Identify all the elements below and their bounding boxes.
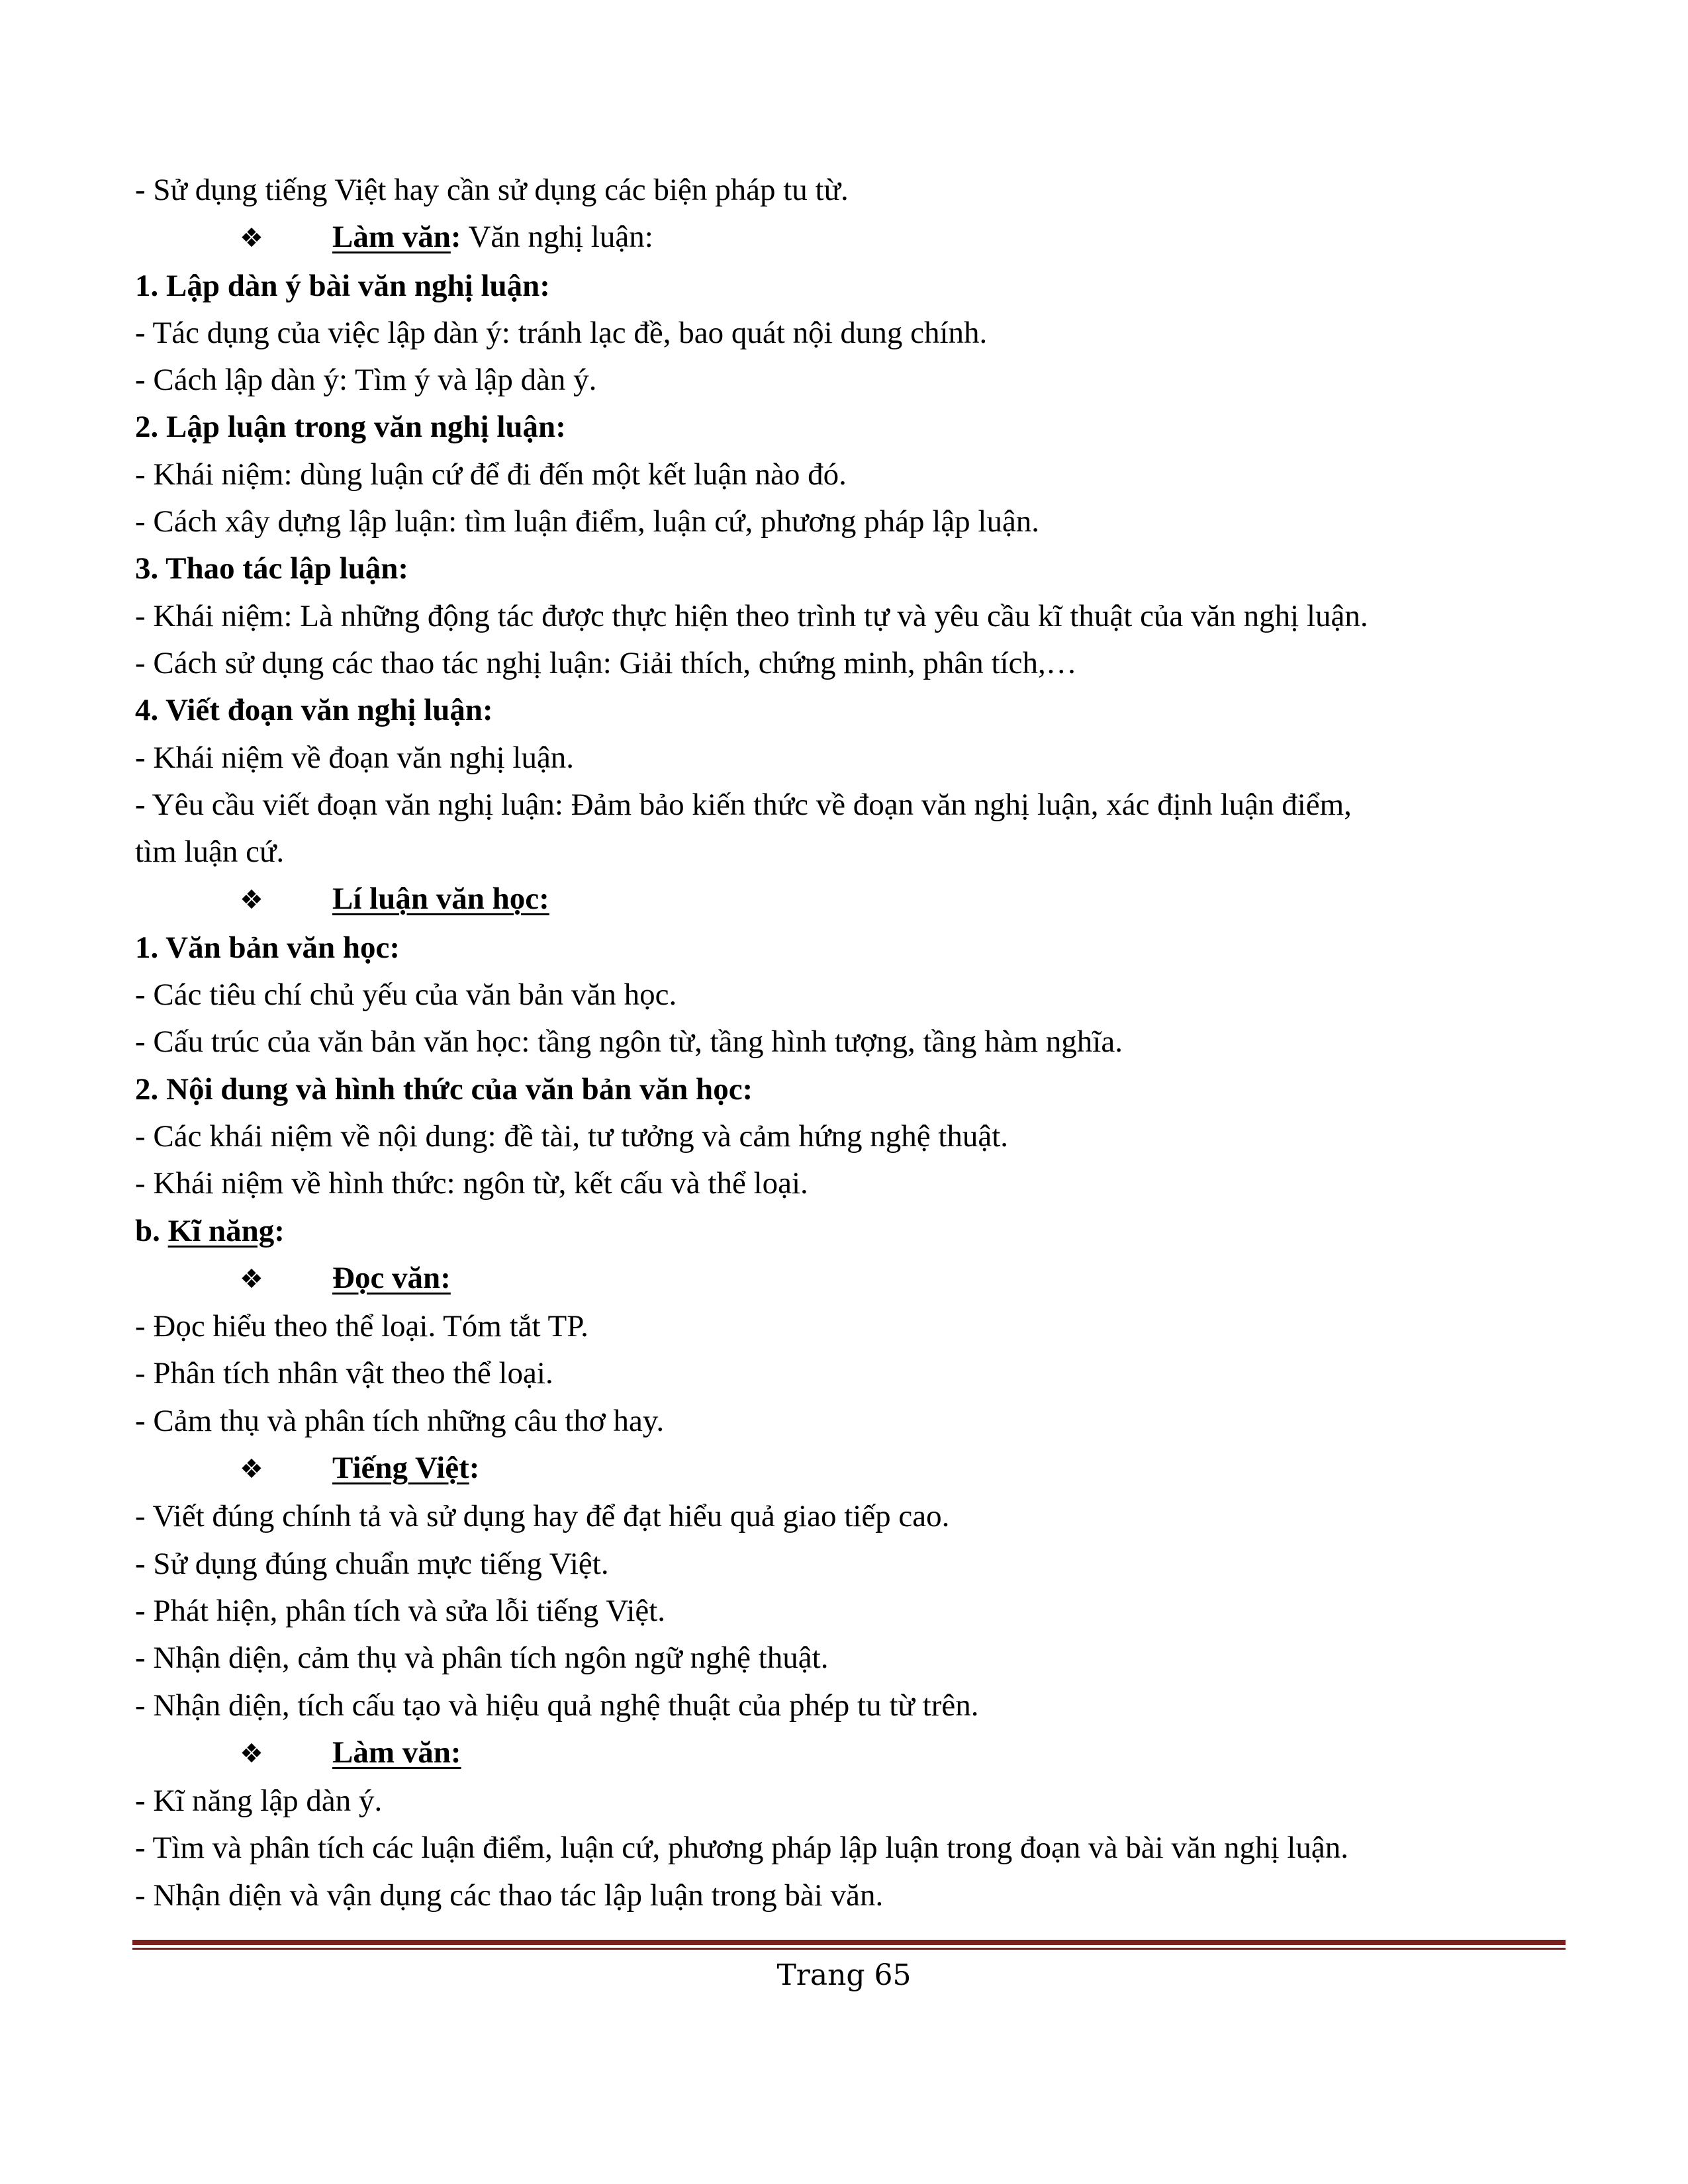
section-heading xyxy=(135,1445,1565,1493)
diamond-bullet-icon: ❖ xyxy=(240,223,263,254)
document-body xyxy=(135,167,1565,1919)
subheading: 2. Lập luận trong văn nghị luận: xyxy=(135,410,566,445)
part-label-colon: : xyxy=(274,1213,285,1248)
section-heading xyxy=(135,1729,1565,1778)
text-line: - Sử dụng đúng chuẩn mực tiếng Việt. xyxy=(135,1546,609,1581)
text-line: - Tìm và phân tích các luận điểm, luận cứ, phương pháp lập luận trong đoạn và bài văn nghị luận. xyxy=(135,1831,1349,1866)
subheading: 1. Lập dàn ý bài văn nghị luận: xyxy=(135,268,550,303)
text-line: - Khái niệm về đoạn văn nghị luận. xyxy=(135,740,575,775)
footer-rule-thin xyxy=(132,1948,1566,1950)
section-label: Tiếng Việt xyxy=(332,1451,469,1486)
section-label: Đọc văn: xyxy=(332,1260,451,1295)
text-line: - Cách xây dựng lập luận: tìm luận điểm, luận cứ, phương pháp lập luận. xyxy=(135,504,1040,539)
part-heading xyxy=(135,1208,1565,1255)
diamond-bullet-icon: ❖ xyxy=(240,885,263,916)
footer-rule-thick xyxy=(132,1940,1566,1945)
text-line: - Các khái niệm về nội dung: đề tài, tư tưởng và cảm hứng nghệ thuật. xyxy=(135,1118,1009,1154)
part-prefix: b. xyxy=(135,1213,168,1248)
subheading: 2. Nội dung và hình thức của văn bản văn học: xyxy=(135,1071,753,1107)
text-line: - Viết đúng chính tả và sử dụng hay để đạt hiểu quả giao tiếp cao. xyxy=(135,1499,950,1534)
text-line: - Sử dụng tiếng Việt hay cần sử dụng các biện pháp tu từ. xyxy=(135,173,849,207)
text-line: - Nhận diện và vận dụng các thao tác lập luận trong bài văn. xyxy=(135,1878,884,1913)
section-heading xyxy=(135,214,1565,262)
text-line: - Yêu cầu viết đoạn văn nghị luận: Đảm bảo kiến thức về đoạn văn nghị luận, xác định luận điểm, xyxy=(135,787,1352,822)
text-line: - Cách lập dàn ý: Tìm ý và lập dàn ý. xyxy=(135,363,597,398)
part-label: Kĩ năng xyxy=(167,1213,275,1248)
section-label-colon: : xyxy=(469,1451,480,1486)
section-heading xyxy=(135,876,1565,924)
text-line: - Khái niệm: dùng luận cứ để đi đến một kết luận nào đó. xyxy=(135,457,847,492)
section-heading xyxy=(135,1255,1565,1303)
text-line: - Nhận diện, cảm thụ và phân tích ngôn ngữ nghệ thuật. xyxy=(135,1641,829,1676)
diamond-bullet-icon: ❖ xyxy=(240,1263,263,1295)
text-line: - Khái niệm: Là những động tác được thực hiện theo trình tự và yêu cầu kĩ thuật của văn nghị luận. xyxy=(135,598,1368,633)
text-line: - Đọc hiểu theo thể loại. Tóm tắt TP. xyxy=(135,1309,588,1344)
text-line: - Tác dụng của việc lập dàn ý: tránh lạc đề, bao quát nội dung chính. xyxy=(135,315,988,350)
section-rest: Văn nghị luận: xyxy=(461,220,653,255)
text-line: - Các tiêu chí chủ yếu của văn bản văn học. xyxy=(135,978,677,1013)
subheading: 4. Viết đoạn văn nghị luận: xyxy=(135,693,493,728)
subheading: 1. Văn bản văn học: xyxy=(135,930,400,965)
section-label: Làm văn: xyxy=(332,1735,461,1770)
section-label: Lí luận văn học: xyxy=(332,882,549,917)
text-line: - Nhận diện, tích cấu tạo và hiệu quả nghệ thuật của phép tu từ trên. xyxy=(135,1688,979,1723)
subheading: 3. Thao tác lập luận: xyxy=(135,551,409,586)
text-line: - Phát hiện, phân tích và sửa lỗi tiếng Việt. xyxy=(135,1593,666,1628)
text-line: tìm luận cứ. xyxy=(135,835,285,870)
text-line: - Cấu trúc của văn bản văn học: tầng ngôn từ, tầng hình tượng, tầng hàm nghĩa. xyxy=(135,1024,1123,1060)
text-line: - Cách sử dụng các thao tác nghị luận: Giải thích, chứng minh, phân tích,… xyxy=(135,645,1077,680)
page-number: Trang 65 xyxy=(776,1958,912,1992)
text-line: - Cảm thụ và phân tích những câu thơ hay. xyxy=(135,1403,665,1438)
diamond-bullet-icon: ❖ xyxy=(240,1454,263,1485)
section-label: Làm văn xyxy=(332,220,451,255)
section-label-colon: : xyxy=(450,220,461,255)
diamond-bullet-icon: ❖ xyxy=(240,1738,263,1769)
text-line: - Khái niệm về hình thức: ngôn từ, kết cấu và thể loại. xyxy=(135,1166,808,1201)
text-line: - Kĩ năng lập dàn ý. xyxy=(135,1784,383,1819)
text-line: - Phân tích nhân vật theo thể loại. xyxy=(135,1356,553,1391)
